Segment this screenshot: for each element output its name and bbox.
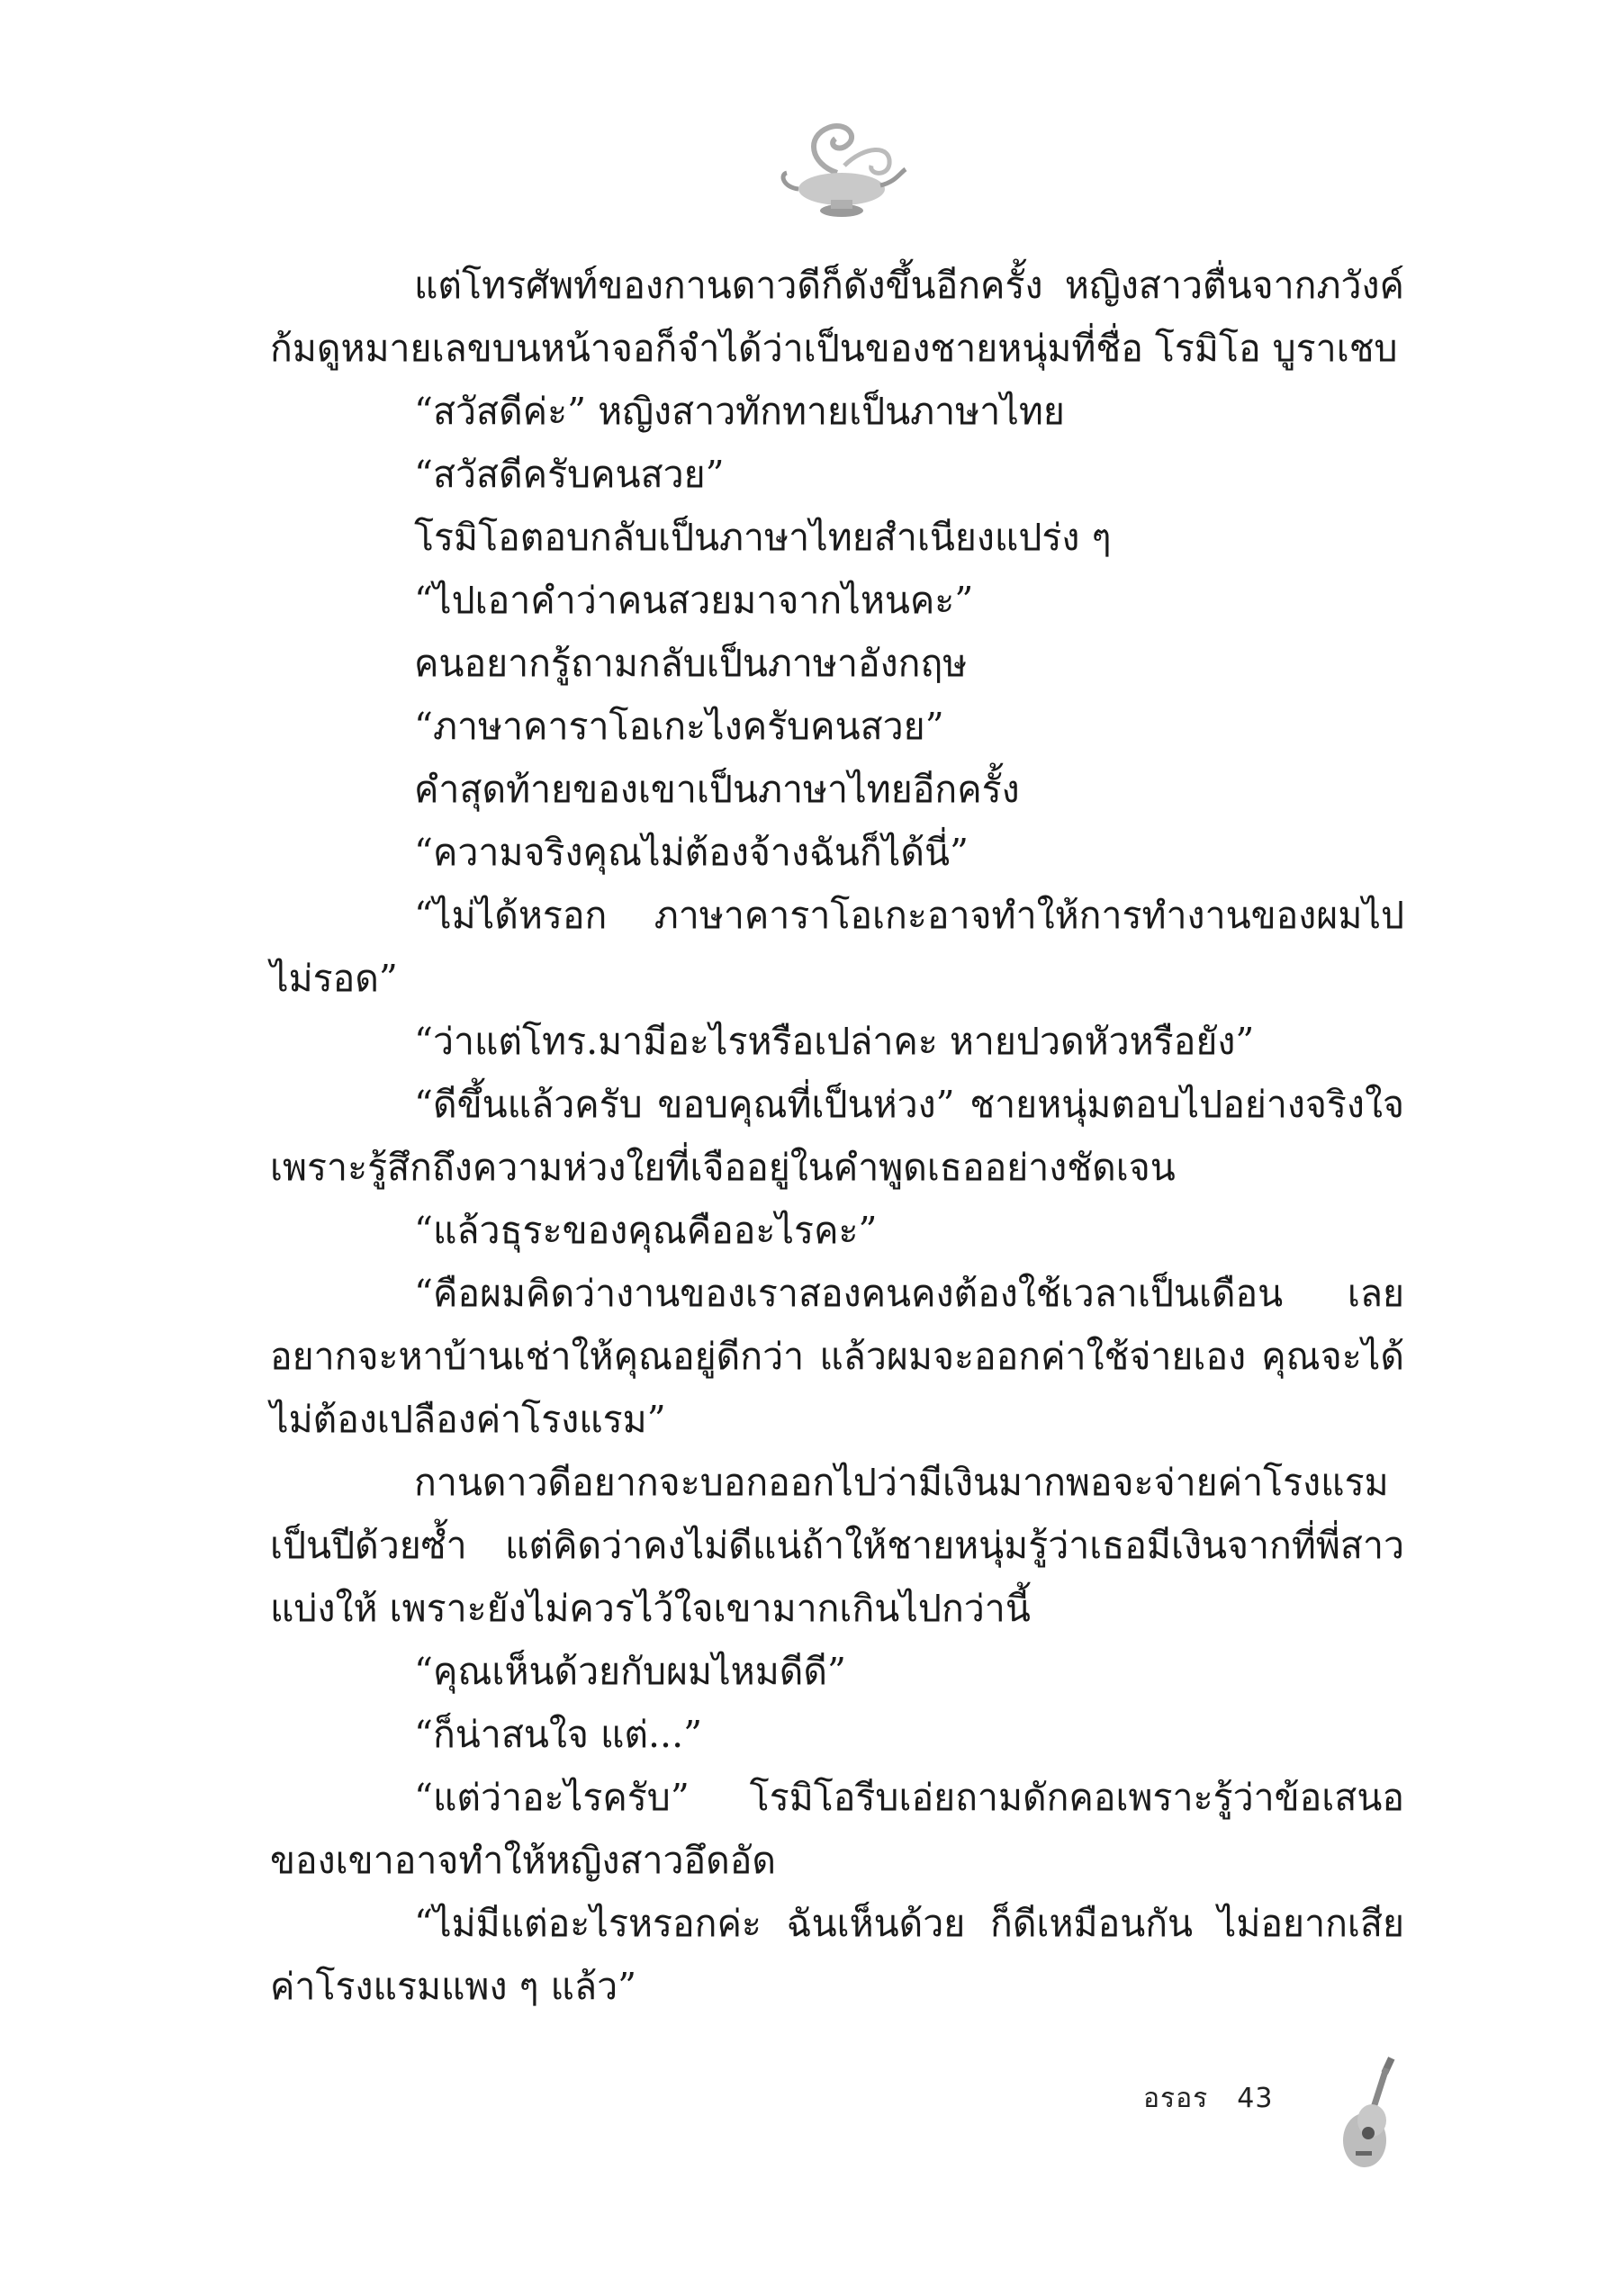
paragraph: คนอยากรู้ถามกลับเป็นภาษาอังกฤษ bbox=[414, 642, 968, 685]
paragraph: “สวัสดีครับคนสวย” bbox=[414, 453, 725, 496]
page-footer bbox=[1143, 2077, 1273, 2120]
paragraph: “ไม่ได้หรอก ภาษาคาราโอเกะอาจทำให้การทำงานของผมไป ไม่รอด” bbox=[270, 894, 1404, 1000]
paragraph: คำสุดท้ายของเขาเป็นภาษาไทยอีกครั้ง bbox=[414, 768, 1020, 811]
page-number: 43 bbox=[1237, 2083, 1274, 2114]
paragraph: “ความจริงคุณไม่ต้องจ้างฉันก็ได้นี่” bbox=[414, 831, 969, 874]
guitar-icon bbox=[1332, 2054, 1413, 2180]
paragraph: “สวัสดีค่ะ” หญิงสาวทักทายเป็นภาษาไทย bbox=[414, 390, 1065, 433]
paragraph: “ไปเอาคำว่าคนสวยมาจากไหนคะ” bbox=[414, 579, 974, 622]
paragraph: “คุณเห็นด้วยกับผมไหมดีดี” bbox=[414, 1650, 846, 1693]
paragraph: “แล้วธุระของคุณคืออะไรคะ” bbox=[414, 1209, 878, 1252]
paragraph: “ภาษาคาราโอเกะไงครับคนสวย” bbox=[414, 705, 944, 748]
paragraph: กานดาวดีอยากจะบอกออกไปว่ามีเงินมากพอจะจ่ายค่าโรงแรม เป็นปีด้วยซ้ำ แต่คิดว่าคงไม่ดีแน่ถ้าให้ชายหนุ่มรู้ว่าเธอมีเงินจากที่พี่สาว แบ่งให้ เพราะยังไม่ควรไว้ใจเขามากเกินไปกว่านี้ bbox=[270, 1461, 1404, 1630]
magic-lamp-icon bbox=[774, 110, 909, 227]
author-name: อรอร bbox=[1143, 2083, 1209, 2114]
paragraph: โรมิโอตอบกลับเป็นภาษาไทยสำเนียงแปร่ง ๆ bbox=[414, 516, 1112, 559]
paragraph: “แต่ว่าอะไรครับ” โรมิโอรีบเอ่ยถามดักคอเพราะรู้ว่าข้อเสนอ ของเขาอาจทำให้หญิงสาวอึดอัด bbox=[270, 1776, 1404, 1882]
paragraph: “ว่าแต่โทร.มามีอะไรหรือเปล่าคะ หายปวดหัวหรือยัง” bbox=[414, 1020, 1255, 1063]
paragraph: “คือผมคิดว่างานของเราสองคนคงต้องใช้เวลาเป็นเดือน เลย อยากจะหาบ้านเช่าให้คุณอยู่ดีกว่า แล้วผมจะออกค่าใช้จ่ายเอง คุณจะได้ ไม่ต้องเปลืองค่าโรงแรม” bbox=[270, 1272, 1404, 1441]
paragraph: “ดีขึ้นแล้วครับ ขอบคุณที่เป็นห่วง” ชายหนุ่มตอบไปอย่างจริงใจ เพราะรู้สึกถึงความห่วงใยที่เจืออยู่ในคำพูดเธออย่างชัดเจน bbox=[270, 1083, 1404, 1189]
paragraph: แต่โทรศัพท์ของกานดาวดีก็ดังขึ้นอีกครั้ง หญิงสาวตื่นจากภวังค์ ก้มดูหมายเลขบนหน้าจอก็จำได้ว่าเป็นของชายหนุ่มที่ชื่อ โรมิโอ บูราเชบ bbox=[270, 264, 1404, 370]
paragraph: “ก็น่าสนใจ แต่...” bbox=[414, 1713, 703, 1756]
body-text bbox=[270, 254, 1404, 2018]
paragraph: “ไม่มีแต่อะไรหรอกค่ะ ฉันเห็นด้วย ก็ดีเหมือนกัน ไม่อยากเสีย ค่าโรงแรมแพง ๆ แล้ว” bbox=[270, 1902, 1404, 2008]
